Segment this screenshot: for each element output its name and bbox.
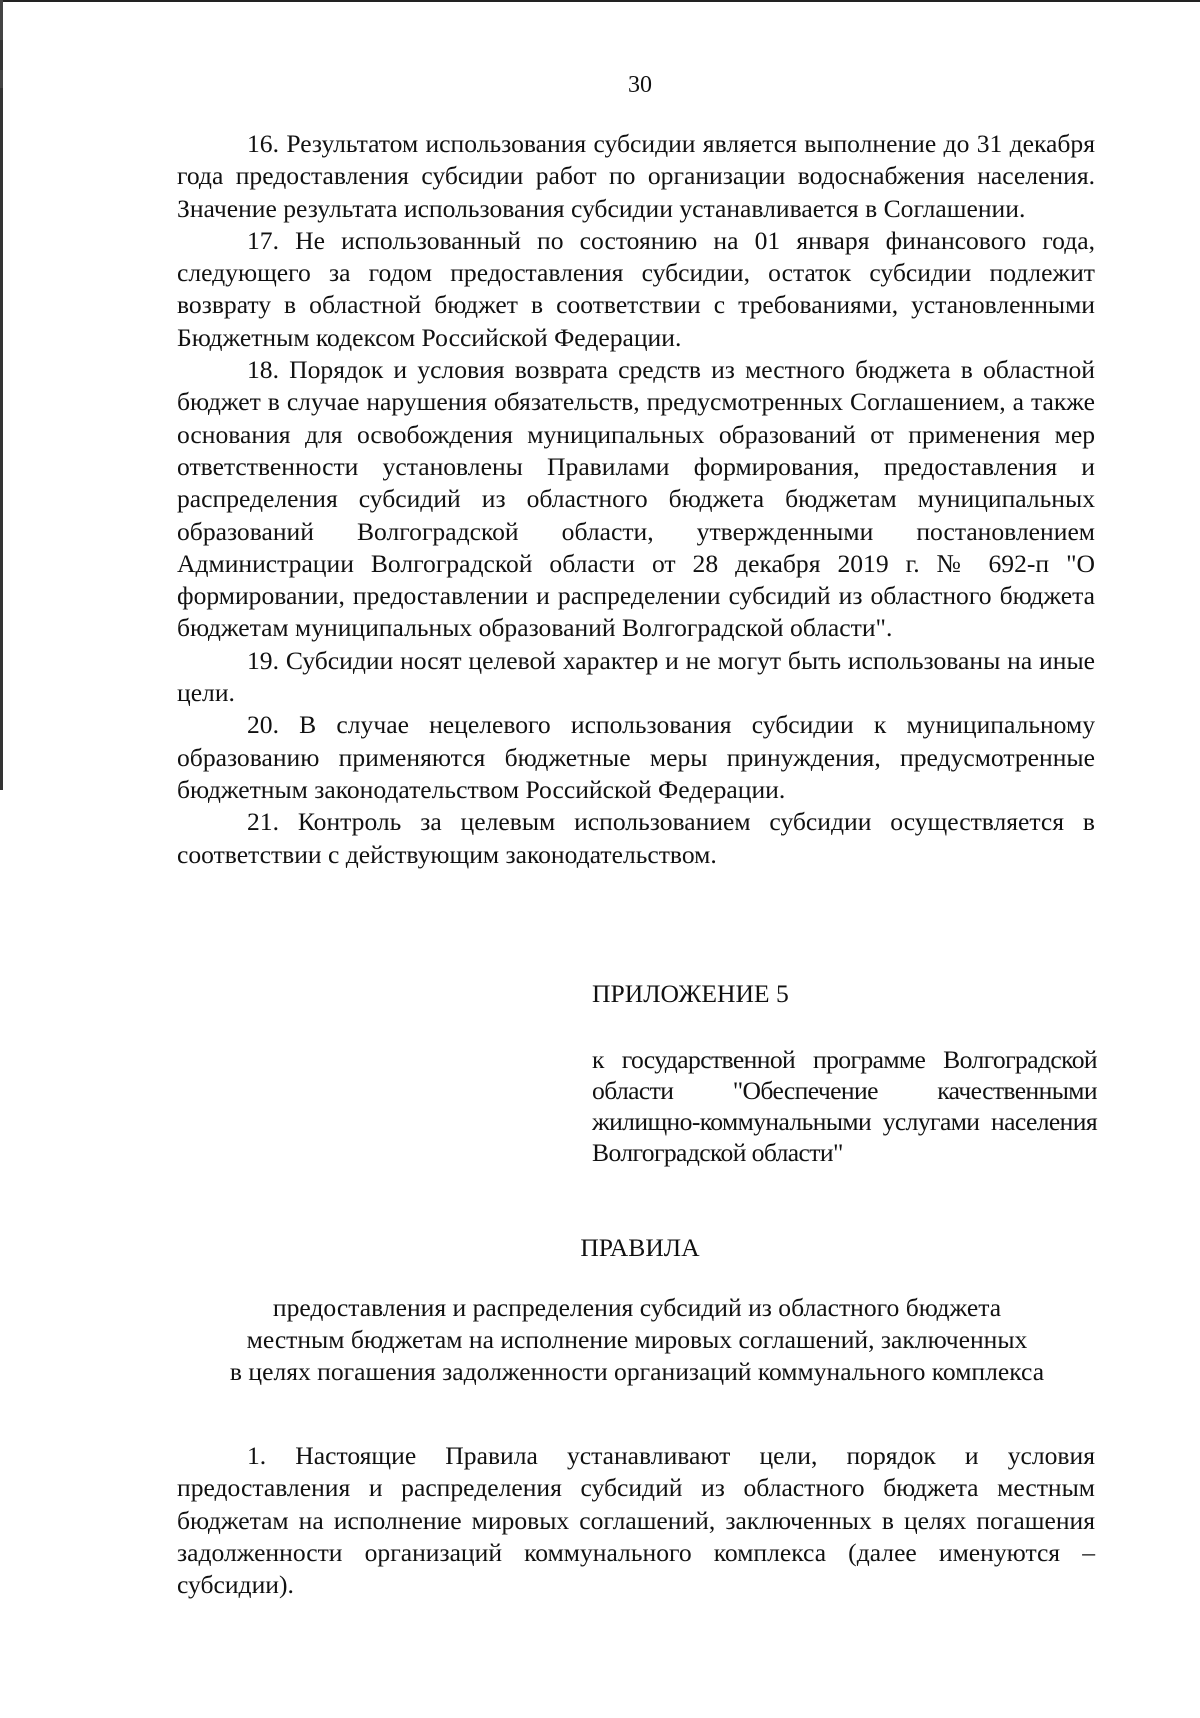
- paragraph-21: 21. Контроль за целевым использованием субсидии осуществляется в соответствии с действующим законодательством.: [177, 807, 1095, 869]
- scan-edge-left: [0, 0, 3, 790]
- rules-subtitle: [177, 1292, 1097, 1388]
- document-body: [177, 128, 1095, 871]
- scan-edge-top: [0, 0, 1200, 2]
- appendix-title: ПРИЛОЖЕНИЕ 5: [592, 979, 789, 1008]
- rules-subtitle-line: местным бюджетам на исполнение мировых соглашений, заключенных: [246, 1325, 1028, 1354]
- rules-subtitle-line: в целях погашения задолженности организаций коммунального комплекса: [229, 1357, 1045, 1386]
- paragraph-18: 18. Порядок и условия возврата средств из местного бюджета в областной бюджет в случае нарушения обязательств, предусмотренных Соглашением, а также основания для освобождения муниципальных образований от применения мер ответственности установлены Правилами формирования, предоставления и распределения субсидий из областного бюджета бюджетам муниципальных образований Волгоградской области, утвержденными постановлением Администрации Волгоградской области от 28 декабря 2019 г. № 692-п "О формировании, предоставлении и распределении субсидий из областного бюджета бюджетам муниципальных образований Волгоградской области".: [177, 355, 1095, 643]
- appendix-text: к государственной программе Волгоградской области "Обеспечение качественными жилищно-коммунальными услугами населения Волгоградской области": [592, 1045, 1097, 1167]
- rules-paragraph-1: 1. Настоящие Правила устанавливают цели, порядок и условия предоставления и распределения субсидий из областного бюджета местным бюджетам на исполнение мировых соглашений, заключенных в целях погашения задолженности организаций коммунального комплекса (далее именуются – субсидии).: [177, 1441, 1095, 1600]
- scan-edge-mark: [0, 0, 3, 40]
- paragraph-17: 17. Не использованный по состоянию на 01 января финансового года, следующего за годом предоставления субсидии, остаток субсидии подлежит возврату в областной бюджет в соответствии с требованиями, установленными Бюджетным кодексом Российской Федерации.: [177, 225, 1095, 352]
- rules-title: ПРАВИЛА: [580, 1233, 700, 1262]
- rules-subtitle-line: предоставления и распределения субсидий из областного бюджета: [272, 1293, 1002, 1322]
- paragraph-20: 20. В случае нецелевого использования субсидии к муниципальному образованию применяются бюджетные меры принуждения, предусмотренные бюджетным законодательством Российской Федерации.: [177, 710, 1095, 804]
- paragraph-16: 16. Результатом использования субсидии является выполнение до 31 декабря года предоставления субсидии работ по организации водоснабжения населения. Значение результата использования субсидии устанавливается в Соглашении.: [177, 129, 1095, 223]
- page-number: 30: [628, 72, 652, 98]
- paragraph-19: 19. Субсидии носят целевой характер и не могут быть использованы на иные цели.: [177, 645, 1095, 708]
- rules-body: [177, 1440, 1095, 1601]
